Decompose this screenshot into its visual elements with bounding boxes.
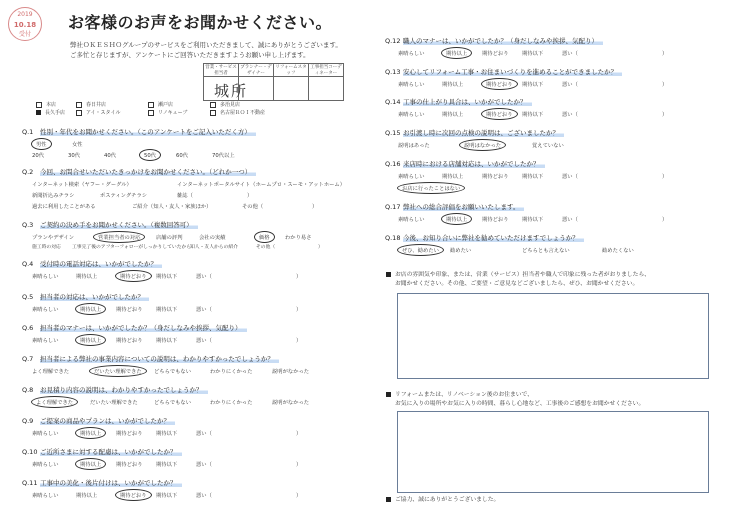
q3-options-row2 — [32, 243, 323, 250]
answer-option-selected[interactable]: 価格 — [254, 231, 275, 243]
answer-option[interactable]: 期待どおり — [116, 462, 143, 468]
answer-option: ） — [662, 82, 668, 88]
branch-option[interactable]: アイ・スタイル — [86, 110, 121, 116]
branch-option[interactable]: 瀬戸店 — [158, 102, 174, 108]
answer-option[interactable]: 期待どおり — [116, 338, 143, 344]
question-number: Q.11 — [22, 479, 38, 487]
q11-options — [32, 491, 301, 499]
question-number: Q.9 — [22, 417, 34, 425]
answer-option-selected[interactable]: 説明はなかった — [459, 139, 506, 151]
answer-option-selected[interactable]: 期待以上 — [75, 303, 106, 315]
question-number: Q.18 — [385, 234, 401, 242]
answer-option[interactable]: 期待どおり — [482, 217, 509, 223]
answer-option: ） — [662, 217, 668, 223]
stamp-line: 2019 — [17, 11, 33, 18]
answer-option[interactable]: 期待以上 — [442, 112, 464, 118]
answer-option[interactable]: 素晴らしい — [32, 493, 59, 499]
question-text: 担当者のマナーは、いかがでしたか？（身だしなみや挨拶、気配り） — [40, 324, 247, 332]
question-text: 工事中の美化・後片付けは、いかがでしたか？ — [40, 479, 182, 487]
question-text: ご契約の決め手をお聞かせください。（複数回答可） — [40, 221, 198, 229]
answer-option-selected[interactable]: 期待以上 — [441, 213, 472, 225]
answer-option[interactable]: 20代 — [32, 153, 45, 159]
question-number: Q.7 — [22, 355, 34, 363]
answer-option[interactable]: 会社の実績 — [199, 235, 226, 241]
answer-option-selected[interactable]: だいたい理解できた — [89, 365, 147, 377]
answer-option[interactable]: 期待以下 — [156, 274, 178, 280]
answer-option[interactable]: 素晴らしい — [32, 338, 59, 344]
q16-options-row2 — [398, 184, 464, 192]
question-number: Q.6 — [22, 324, 34, 332]
q12-options — [398, 49, 667, 57]
q1-age-options — [32, 151, 235, 159]
question-17 — [385, 202, 524, 211]
answer-option[interactable]: 悪い（ — [562, 217, 578, 223]
staff-header-planner: プランナー・デザイナー — [240, 65, 272, 76]
branch-option[interactable]: 春日井店 — [86, 102, 107, 108]
answer-option-selected[interactable]: 期待以上 — [75, 458, 106, 470]
question-9 — [22, 416, 175, 425]
answer-option: ） — [662, 51, 668, 57]
q9-options — [32, 429, 301, 437]
stamp-line: 受付 — [18, 31, 31, 38]
answer-option[interactable]: プランやデザイン — [32, 235, 75, 241]
question-12 — [385, 36, 603, 45]
staff-header-coordinator: 工事担当コーディネーター — [310, 65, 342, 76]
question-number: Q.8 — [22, 386, 34, 394]
answer-option[interactable]: インターネットポータルサイト（ホームプロ・スーモ・アットホーム） — [177, 182, 346, 188]
answer-option[interactable]: 期待どおり — [482, 51, 509, 57]
answer-option[interactable]: インターネット検索（ヤフー・グーグル） — [32, 182, 132, 188]
q1-gender-options — [32, 140, 83, 148]
answer-option[interactable]: 期待以下 — [522, 82, 544, 88]
comment-1-line: お店の雰囲気や印象、または、営業（サービス）担当者や職人で印象に残った者がおりましたら、 — [395, 272, 651, 278]
question-number: Q.5 — [22, 293, 34, 301]
answer-option: ） — [296, 307, 302, 313]
question-5 — [22, 292, 149, 301]
comment-2-box[interactable] — [397, 411, 709, 493]
question-number: Q.14 — [385, 98, 401, 106]
page-title: お客様のお声をお聞かせください。 — [68, 13, 333, 32]
comment-2-prompt — [386, 391, 644, 409]
answer-option-selected[interactable]: よく理解できた — [31, 396, 78, 408]
question-16 — [385, 159, 545, 168]
question-2 — [22, 167, 256, 176]
answer-option[interactable]: 期待以下 — [156, 338, 178, 344]
answer-option-selected[interactable]: 期待以上 — [75, 334, 106, 346]
answer-option[interactable]: 素晴らしい — [32, 431, 59, 437]
answer-option[interactable]: 覚えていない — [532, 143, 564, 149]
branch-option[interactable]: 名古屋ＲＯＩ不動産 — [220, 110, 266, 116]
question-14 — [385, 97, 532, 106]
footer-note — [386, 496, 499, 505]
square-bullet-icon — [386, 392, 391, 397]
answer-option: ） — [247, 193, 253, 199]
question-text: 工事の仕上がり具合は、いかがでしたか？ — [403, 98, 532, 106]
q3-options-row1 — [32, 233, 312, 241]
answer-option[interactable]: 悪い（ — [196, 307, 212, 313]
question-number: Q.15 — [385, 129, 401, 137]
question-text: お見積り内容の説明は、わかりやすかったでしょうか？ — [40, 386, 208, 394]
stamp-line: 10.18 — [13, 21, 37, 29]
answer-option-selected[interactable]: 50代 — [139, 149, 161, 161]
answer-option: ） — [296, 338, 302, 344]
answer-option-selected[interactable]: ぜひ、勧めたい — [397, 244, 444, 256]
comment-2-line: リフォームまたは、リノベーション後のお住まいで、 — [395, 392, 534, 398]
answer-option[interactable]: どちらでもない — [154, 400, 192, 406]
answer-option-selected[interactable]: 営業担当者の対応 — [93, 231, 145, 243]
answer-option[interactable]: 期待以下 — [156, 431, 178, 437]
question-text: 性別・年代をお聞かせください。（このアンケートをご記入いただく方） — [40, 128, 256, 136]
question-text: 受付時の電話対応は、いかがでしたか？ — [40, 260, 162, 268]
comment-1-line: お聞かせください。その他、ご要望・ご意見などございましたら、ぜひ、お聞かせください。 — [395, 281, 639, 287]
question-number: Q.10 — [22, 448, 38, 456]
answer-option-selected[interactable]: 期待以上 — [441, 47, 472, 59]
question-number: Q.12 — [385, 37, 401, 45]
question-number: Q.13 — [385, 68, 401, 76]
answer-option[interactable]: 雑誌（ — [177, 193, 193, 199]
answer-option-selected[interactable]: お店に行ったことはない — [397, 182, 465, 194]
answer-option[interactable]: ポスティングチラシ — [100, 193, 148, 199]
branch-option-selected[interactable]: 長久手店 — [45, 110, 66, 116]
answer-option[interactable]: わかりにくかった — [210, 400, 253, 406]
answer-option[interactable]: 素晴らしい — [398, 82, 425, 88]
answer-option[interactable]: 期待以下 — [522, 217, 544, 223]
answer-option: ） — [296, 431, 302, 437]
question-3 — [22, 220, 198, 229]
answer-option[interactable]: 期待以下 — [156, 462, 178, 468]
question-13 — [385, 67, 622, 76]
answer-option[interactable]: 悪い（ — [196, 493, 212, 499]
intro-text — [70, 40, 342, 60]
q6-options — [32, 336, 301, 344]
answer-option-selected[interactable]: 男性 — [31, 138, 52, 150]
answer-option[interactable]: 新聞折込みチラシ — [32, 193, 75, 199]
question-number: Q.3 — [22, 221, 34, 229]
q2-options-row2 — [32, 191, 252, 199]
q7-options — [32, 367, 309, 375]
question-number: Q.16 — [385, 160, 401, 168]
answer-option[interactable]: 素晴らしい — [398, 174, 425, 180]
square-bullet-icon — [386, 497, 391, 502]
answer-option[interactable]: 60代 — [176, 153, 189, 159]
answer-option: ） — [662, 112, 668, 118]
question-text: 職人のマナーは、いかがでしたか？（身だしなみや挨拶、気配り） — [403, 37, 603, 45]
question-18 — [385, 233, 584, 242]
answer-option[interactable]: 期待以上 — [442, 174, 464, 180]
answer-option-selected[interactable]: 期待以上 — [75, 427, 106, 439]
staff-signature: 城所 — [214, 82, 249, 100]
answer-option[interactable]: 説明がなかった — [272, 400, 310, 406]
q2-options-row3 — [32, 202, 317, 210]
answer-option[interactable]: 店舗の評判 — [156, 235, 183, 241]
answer-option[interactable]: 期待以下 — [522, 51, 544, 57]
branch-option[interactable]: 本店 — [46, 102, 57, 108]
answer-option-selected[interactable]: 期待どおり — [115, 489, 152, 501]
answer-option[interactable]: 素晴らしい — [32, 462, 59, 468]
answer-option: ） — [296, 274, 302, 280]
question-10 — [22, 447, 182, 456]
question-1 — [22, 127, 256, 136]
answer-option[interactable]: 40代 — [104, 153, 117, 159]
staff-header-reform: リフォームスタッフ — [275, 65, 307, 76]
answer-option[interactable]: 説明はあった — [398, 143, 430, 149]
answer-option-selected[interactable]: 期待どおり — [115, 270, 152, 282]
q4-options — [32, 272, 301, 280]
question-text: 今後、お知り合いに弊社を勧めていただけますでしょうか？ — [403, 234, 584, 242]
answer-option: ） — [312, 204, 318, 210]
q14-options — [398, 110, 667, 118]
answer-option[interactable]: 期待以下 — [522, 174, 544, 180]
question-text: 担当者による弊社の事業内容についての説明は、わかりやすかったでしょうか？ — [40, 355, 279, 363]
answer-option: ） — [318, 245, 323, 250]
answer-option[interactable]: 素晴らしい — [32, 307, 59, 313]
answer-option[interactable]: わかりにくかった — [210, 369, 253, 375]
q13-options — [398, 80, 667, 88]
answer-option[interactable]: 悪い（ — [562, 112, 578, 118]
footer-text: ご協力、誠にありがとうございました。 — [395, 497, 500, 503]
question-text: 弊社への総合評価をお願いいたします。 — [403, 203, 524, 211]
answer-option[interactable]: 期待以上 — [76, 274, 98, 280]
question-7 — [22, 354, 279, 363]
branch-option[interactable]: 多治見店 — [220, 102, 241, 108]
square-bullet-icon — [386, 272, 391, 277]
answer-option[interactable]: 悪い（ — [196, 338, 212, 344]
answer-option[interactable]: 素晴らしい — [398, 51, 425, 57]
answer-option-selected[interactable]: 期待どおり — [481, 108, 518, 120]
q16-options — [398, 172, 667, 180]
answer-option[interactable]: 期待以上 — [76, 493, 98, 499]
answer-option[interactable]: 期待以上 — [442, 82, 464, 88]
comment-1-box[interactable] — [397, 293, 709, 379]
intro-line: ご多忙と存じますが、アンケートにご回答いただきますようお願い申し上げます。 — [70, 51, 310, 59]
staff-header-sales: 営業・サービス担当者 — [205, 65, 237, 76]
answer-option[interactable]: 期待以下 — [522, 112, 544, 118]
answer-option[interactable]: どちらとも言えない — [522, 248, 570, 254]
answer-option[interactable]: どちらでもない — [154, 369, 192, 375]
received-stamp — [8, 7, 42, 41]
answer-option[interactable]: 女性 — [72, 142, 83, 148]
answer-option[interactable]: わかり易さ — [285, 235, 312, 241]
answer-option[interactable]: その他（ — [256, 245, 276, 250]
answer-option[interactable]: 悪い（ — [196, 462, 212, 468]
intro-line: 弊社ＯＫＥＳＨＯグループのサービスをご利用いただきまして、誠にありがとうございます。 — [70, 41, 342, 49]
question-text: 来店時における店舗対応は、いかがでしたか？ — [403, 160, 545, 168]
answer-option: ） — [662, 174, 668, 180]
question-4 — [22, 259, 162, 268]
answer-option: ） — [296, 493, 302, 499]
question-number: Q.2 — [22, 168, 34, 176]
answer-option[interactable]: 知人・友人からの紹介 — [190, 245, 238, 250]
question-text: 安心してリフォーム工事・お住まいづくりを進めることができましたか？ — [403, 68, 622, 76]
question-text: 担当者の対応は、いかがでしたか？ — [40, 293, 149, 301]
question-8 — [22, 385, 208, 394]
answer-option[interactable]: 期待どおり — [116, 307, 143, 313]
q17-options — [398, 215, 667, 223]
question-11 — [22, 478, 182, 487]
answer-option[interactable]: 悪い（ — [562, 51, 578, 57]
question-15 — [385, 128, 564, 137]
q2-options-row1 — [32, 180, 345, 188]
q8-options — [32, 398, 309, 406]
question-6 — [22, 323, 247, 332]
answer-option[interactable]: 素晴らしい — [32, 274, 59, 280]
branch-option[interactable]: リノキューブ — [158, 110, 188, 116]
question-text: お引渡し時に次回の点検の説明は、ございましたか？ — [403, 129, 564, 137]
question-number: Q.4 — [22, 260, 34, 268]
question-text: ご近所さまに対する配慮は、いかがでしたか？ — [40, 448, 182, 456]
answer-option[interactable]: 悪い（ — [196, 431, 212, 437]
answer-option[interactable]: よく理解できた — [32, 369, 70, 375]
answer-option[interactable]: その他（ — [242, 204, 264, 210]
answer-option-selected[interactable]: 期待どおり — [481, 78, 518, 90]
answer-option[interactable]: 期待以下 — [156, 307, 178, 313]
q18-options — [398, 246, 634, 254]
question-number: Q.1 — [22, 128, 34, 136]
q5-options — [32, 305, 301, 313]
answer-option[interactable]: 工事完了後のアフターフォローがしっかりしていたから — [72, 245, 192, 250]
answer-option[interactable]: 70代以上 — [212, 153, 235, 159]
question-text: 今回、お問合せいただいたきっかけをお聞かせください。（どれか一つ） — [40, 168, 256, 176]
question-text: ご提案の商品やプランは、いかがでしたか？ — [40, 417, 175, 425]
answer-option[interactable]: 素晴らしい — [398, 217, 425, 223]
q15-options — [398, 141, 564, 149]
answer-option[interactable]: 期待どおり — [116, 431, 143, 437]
comment-1-prompt — [386, 271, 650, 289]
answer-option: ） — [296, 462, 302, 468]
answer-option[interactable]: ご紹介（知人・友人・家族ほか） — [132, 204, 212, 210]
answer-option[interactable]: 期待どおり — [482, 174, 509, 180]
answer-option[interactable]: 説明がなかった — [272, 369, 310, 375]
answer-option[interactable]: 過去に利用したことがある — [32, 204, 96, 210]
answer-option[interactable]: 悪い（ — [562, 174, 578, 180]
branch-list — [36, 101, 265, 117]
answer-option[interactable]: 施工時の対応 — [32, 245, 61, 250]
answer-option[interactable]: 勧めたくない — [602, 248, 634, 254]
answer-option[interactable]: 30代 — [68, 153, 81, 159]
comment-2-line: お気に入りの場所やお気に入りの時間、暮らし心地など、工事後のご感想をお聞かせください。 — [395, 401, 645, 407]
question-number: Q.17 — [385, 203, 401, 211]
answer-option[interactable]: 期待以下 — [156, 493, 178, 499]
answer-option[interactable]: 勧めたい — [450, 248, 472, 254]
answer-option[interactable]: 素晴らしい — [398, 112, 425, 118]
q10-options — [32, 460, 301, 468]
answer-option[interactable]: だいたい理解できた — [90, 400, 138, 406]
answer-option[interactable]: 悪い（ — [196, 274, 212, 280]
answer-option[interactable]: 悪い（ — [562, 82, 578, 88]
